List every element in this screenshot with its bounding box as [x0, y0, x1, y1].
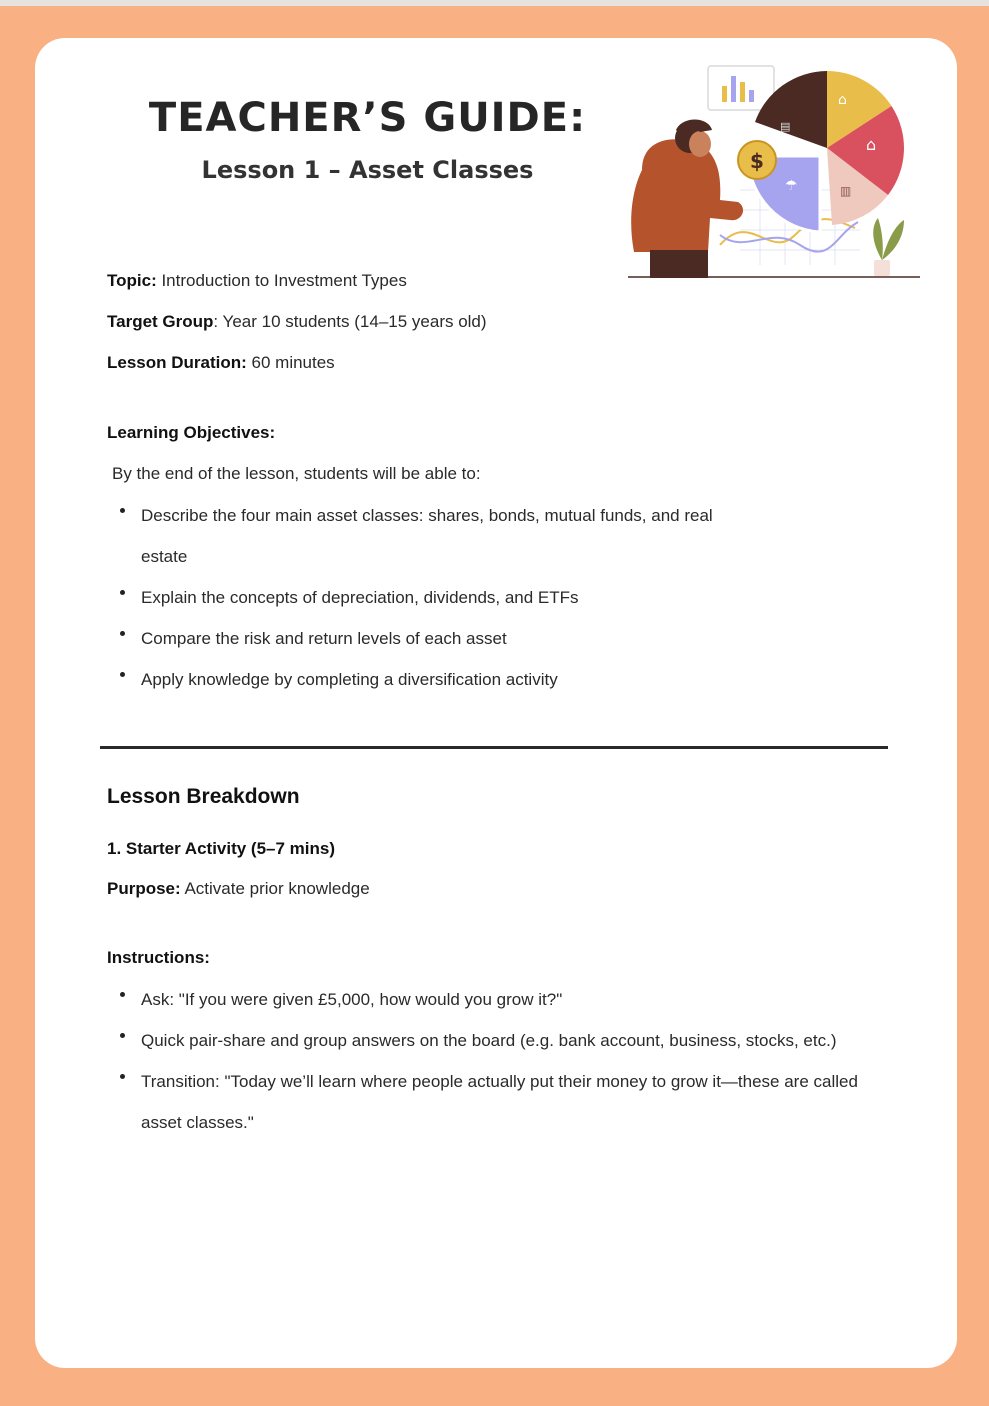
- duration-value: 60 minutes: [246, 353, 335, 372]
- objective-item: Compare the risk and return levels of each asset: [118, 618, 761, 659]
- objective-item: Explain the concepts of depreciation, dividends, and ETFs: [118, 577, 761, 618]
- target-group-line: [107, 311, 487, 333]
- coin-icon: [738, 141, 776, 179]
- topic-label: Topic:: [107, 271, 157, 290]
- starter-activity-title: 1. Starter Activity (5–7 mins): [107, 839, 336, 858]
- plant-icon: [873, 218, 904, 276]
- objective-item: Apply knowledge by completing a diversification activity: [118, 659, 761, 700]
- objectives-list: [118, 495, 761, 700]
- svg-text:▤: ▤: [780, 120, 791, 133]
- instructions-heading: Instructions:: [107, 948, 210, 967]
- purpose-value: Activate prior knowledge: [180, 879, 370, 898]
- target-group-value: : Year 10 students (14–15 years old): [213, 312, 487, 331]
- purpose-line: [107, 878, 370, 900]
- page-subtitle: Lesson 1 – Asset Classes: [201, 156, 534, 184]
- instruction-item: Transition: "Today we’ll learn where people actually put their money to grow it—these are called asset classes.": [118, 1061, 861, 1143]
- instruction-item: Quick pair-share and group answers on the board (e.g. bank account, business, stocks, etc.): [118, 1020, 861, 1061]
- topic-value: Introduction to Investment Types: [156, 271, 407, 290]
- lesson-breakdown-title: Lesson Breakdown: [107, 785, 300, 808]
- purpose-label: Purpose:: [107, 879, 181, 898]
- svg-text:⌂: ⌂: [838, 92, 847, 108]
- svg-text:⌂: ⌂: [866, 135, 877, 154]
- target-group-label: Target Group: [107, 312, 214, 331]
- svg-text:☂: ☂: [785, 178, 798, 194]
- investment-illustration: [620, 60, 930, 285]
- duration-line: [107, 352, 335, 374]
- instruction-item: Ask: "If you were given £5,000, how would you grow it?": [118, 979, 861, 1020]
- duration-label: Lesson Duration:: [107, 353, 247, 372]
- person-icon: [631, 120, 743, 279]
- top-strip: [0, 0, 989, 6]
- objective-item: Describe the four main asset classes: shares, bonds, mutual funds, and real estate: [118, 495, 761, 577]
- instructions-list: [118, 979, 861, 1143]
- svg-text:$: $: [750, 149, 764, 173]
- svg-text:▥: ▥: [840, 184, 852, 198]
- page-title: TEACHER’S GUIDE:: [148, 95, 587, 141]
- objectives-intro: By the end of the lesson, students will be able to:: [112, 464, 481, 483]
- topic-line: [107, 270, 407, 292]
- objectives-heading: Learning Objectives:: [107, 423, 276, 442]
- section-divider: [100, 746, 888, 749]
